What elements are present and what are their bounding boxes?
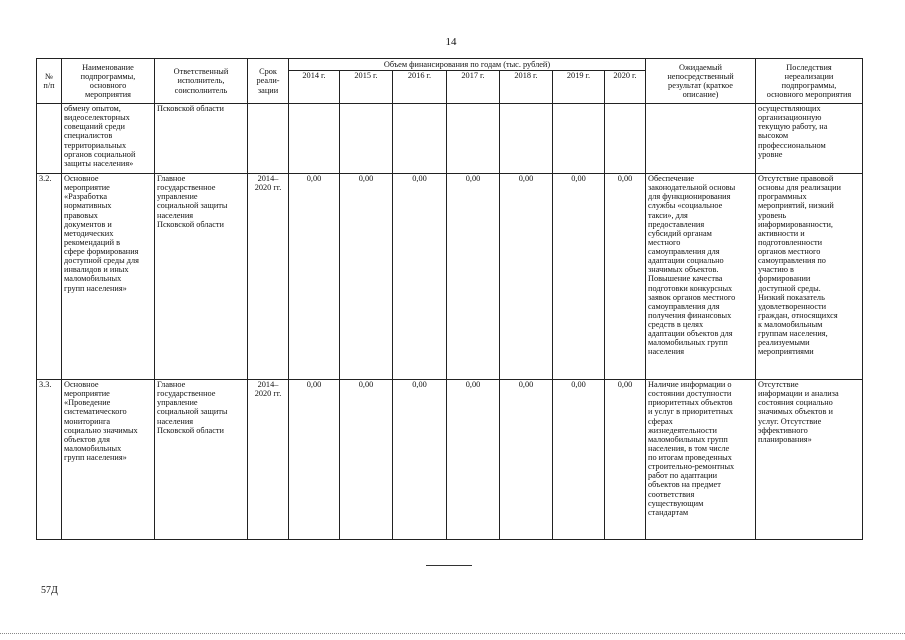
- row-value: 0,00: [340, 174, 393, 380]
- header-name: Наименование подпрограммы, основного мероприятия: [62, 59, 155, 104]
- row-value: 0,00: [553, 174, 605, 380]
- row-value: 0,00: [447, 380, 500, 540]
- header-year: 2014 г.: [289, 71, 340, 104]
- row-value: 0,00: [605, 174, 646, 380]
- row-value: [605, 104, 646, 174]
- row-value: 0,00: [393, 174, 447, 380]
- table-row: [37, 174, 863, 380]
- row-num: [37, 104, 62, 174]
- header-year: 2019 г.: [553, 71, 605, 104]
- header-num: № п/п: [37, 59, 62, 104]
- row-value: 0,00: [500, 380, 553, 540]
- row-result: Наличие информации о состоянии доступности приоритетных объектов и услуг в приоритетных сферах жизнедеятельности маломобильных групп населения, в том числе по итогам проведенных строительно-ремонтных работ по адаптации объектов на предмет соответствия существующим стандартам: [646, 380, 756, 540]
- row-value: 0,00: [289, 174, 340, 380]
- header-year: 2017 г.: [447, 71, 500, 104]
- row-value: 0,00: [447, 174, 500, 380]
- row-result: [646, 104, 756, 174]
- table-row: [37, 104, 863, 174]
- header-executor: Ответственный исполнитель, соисполнитель: [155, 59, 248, 104]
- document-code: 57Д: [41, 585, 58, 596]
- header-year: 2020 г.: [605, 71, 646, 104]
- row-value: 0,00: [605, 380, 646, 540]
- row-value: [393, 104, 447, 174]
- row-value: 0,00: [289, 380, 340, 540]
- row-executor: Главное государственное управление социальной защиты населения Псковской области: [155, 174, 248, 380]
- row-executor: Главное государственное управление социальной защиты населения Псковской области: [155, 380, 248, 540]
- table-row: [37, 380, 863, 540]
- row-num: 3.2.: [37, 174, 62, 380]
- row-value: 0,00: [553, 380, 605, 540]
- row-consequences: Отсутствие правовой основы для реализации программных мероприятий, низкий уровень информированности, активности и подготовленности органов местного самоуправления по участию в формировании доступной среды. Низкий показатель удовлетворенности граждан, относящихся к маломобильным группам населения, реализуемыми мероприятиями: [756, 174, 863, 380]
- header-consequences: Последствия нереализации подпрограммы, основного мероприятия: [756, 59, 863, 104]
- row-name: обмену опытом, видеоселекторных совещаний среди специалистов территориальных органов социальной защиты населения»: [62, 104, 155, 174]
- row-name: Основное мероприятие «Проведение систематического мониторинга социально значимых объектов для маломобильных групп населения»: [62, 380, 155, 540]
- row-consequences: Отсутствие информации и анализа состояния социально значимых объектов и услуг. Отсутствие эффективного планирования»: [756, 380, 863, 540]
- row-value: [553, 104, 605, 174]
- header-year: 2016 г.: [393, 71, 447, 104]
- row-value: [289, 104, 340, 174]
- header-year: 2015 г.: [340, 71, 393, 104]
- row-executor: Псковской области: [155, 104, 248, 174]
- row-value: 0,00: [340, 380, 393, 540]
- scan-edge-line: [0, 633, 905, 634]
- program-table: [36, 58, 863, 540]
- header-financing: Объем финансирования по годам (тыс. рублей): [289, 59, 646, 71]
- row-value: [340, 104, 393, 174]
- row-value: [500, 104, 553, 174]
- row-term: [248, 104, 289, 174]
- row-value: 0,00: [393, 380, 447, 540]
- header-result: Ожидаемый непосредственный результат (краткое описание): [646, 59, 756, 104]
- row-value: 0,00: [500, 174, 553, 380]
- row-term: 2014– 2020 гг.: [248, 380, 289, 540]
- header-term: Срок реали- зации: [248, 59, 289, 104]
- footer-divider: [426, 565, 472, 566]
- page-number: 14: [445, 36, 457, 48]
- row-value: [447, 104, 500, 174]
- row-name: Основное мероприятие «Разработка нормативных правовых документов и методических рекомендаций в сфере формирования доступной среды для инвалидов и иных маломобильных групп населения»: [62, 174, 155, 380]
- row-result: Обеспечение законодательной основы для функционирования службы «социальное такси», для предоставления субсидий органам местного самоуправления для адаптации социально значимых объектов. Повышение качества подготовки конкурсных заявок органов местного самоуправления для получения финансовых средств в целях адаптации объектов для маломобильных групп населения: [646, 174, 756, 380]
- row-consequences: осуществляющих организационную текущую работу, на высоком профессиональном уровне: [756, 104, 863, 174]
- row-term: 2014– 2020 гг.: [248, 174, 289, 380]
- header-year: 2018 г.: [500, 71, 553, 104]
- row-num: 3.3.: [37, 380, 62, 540]
